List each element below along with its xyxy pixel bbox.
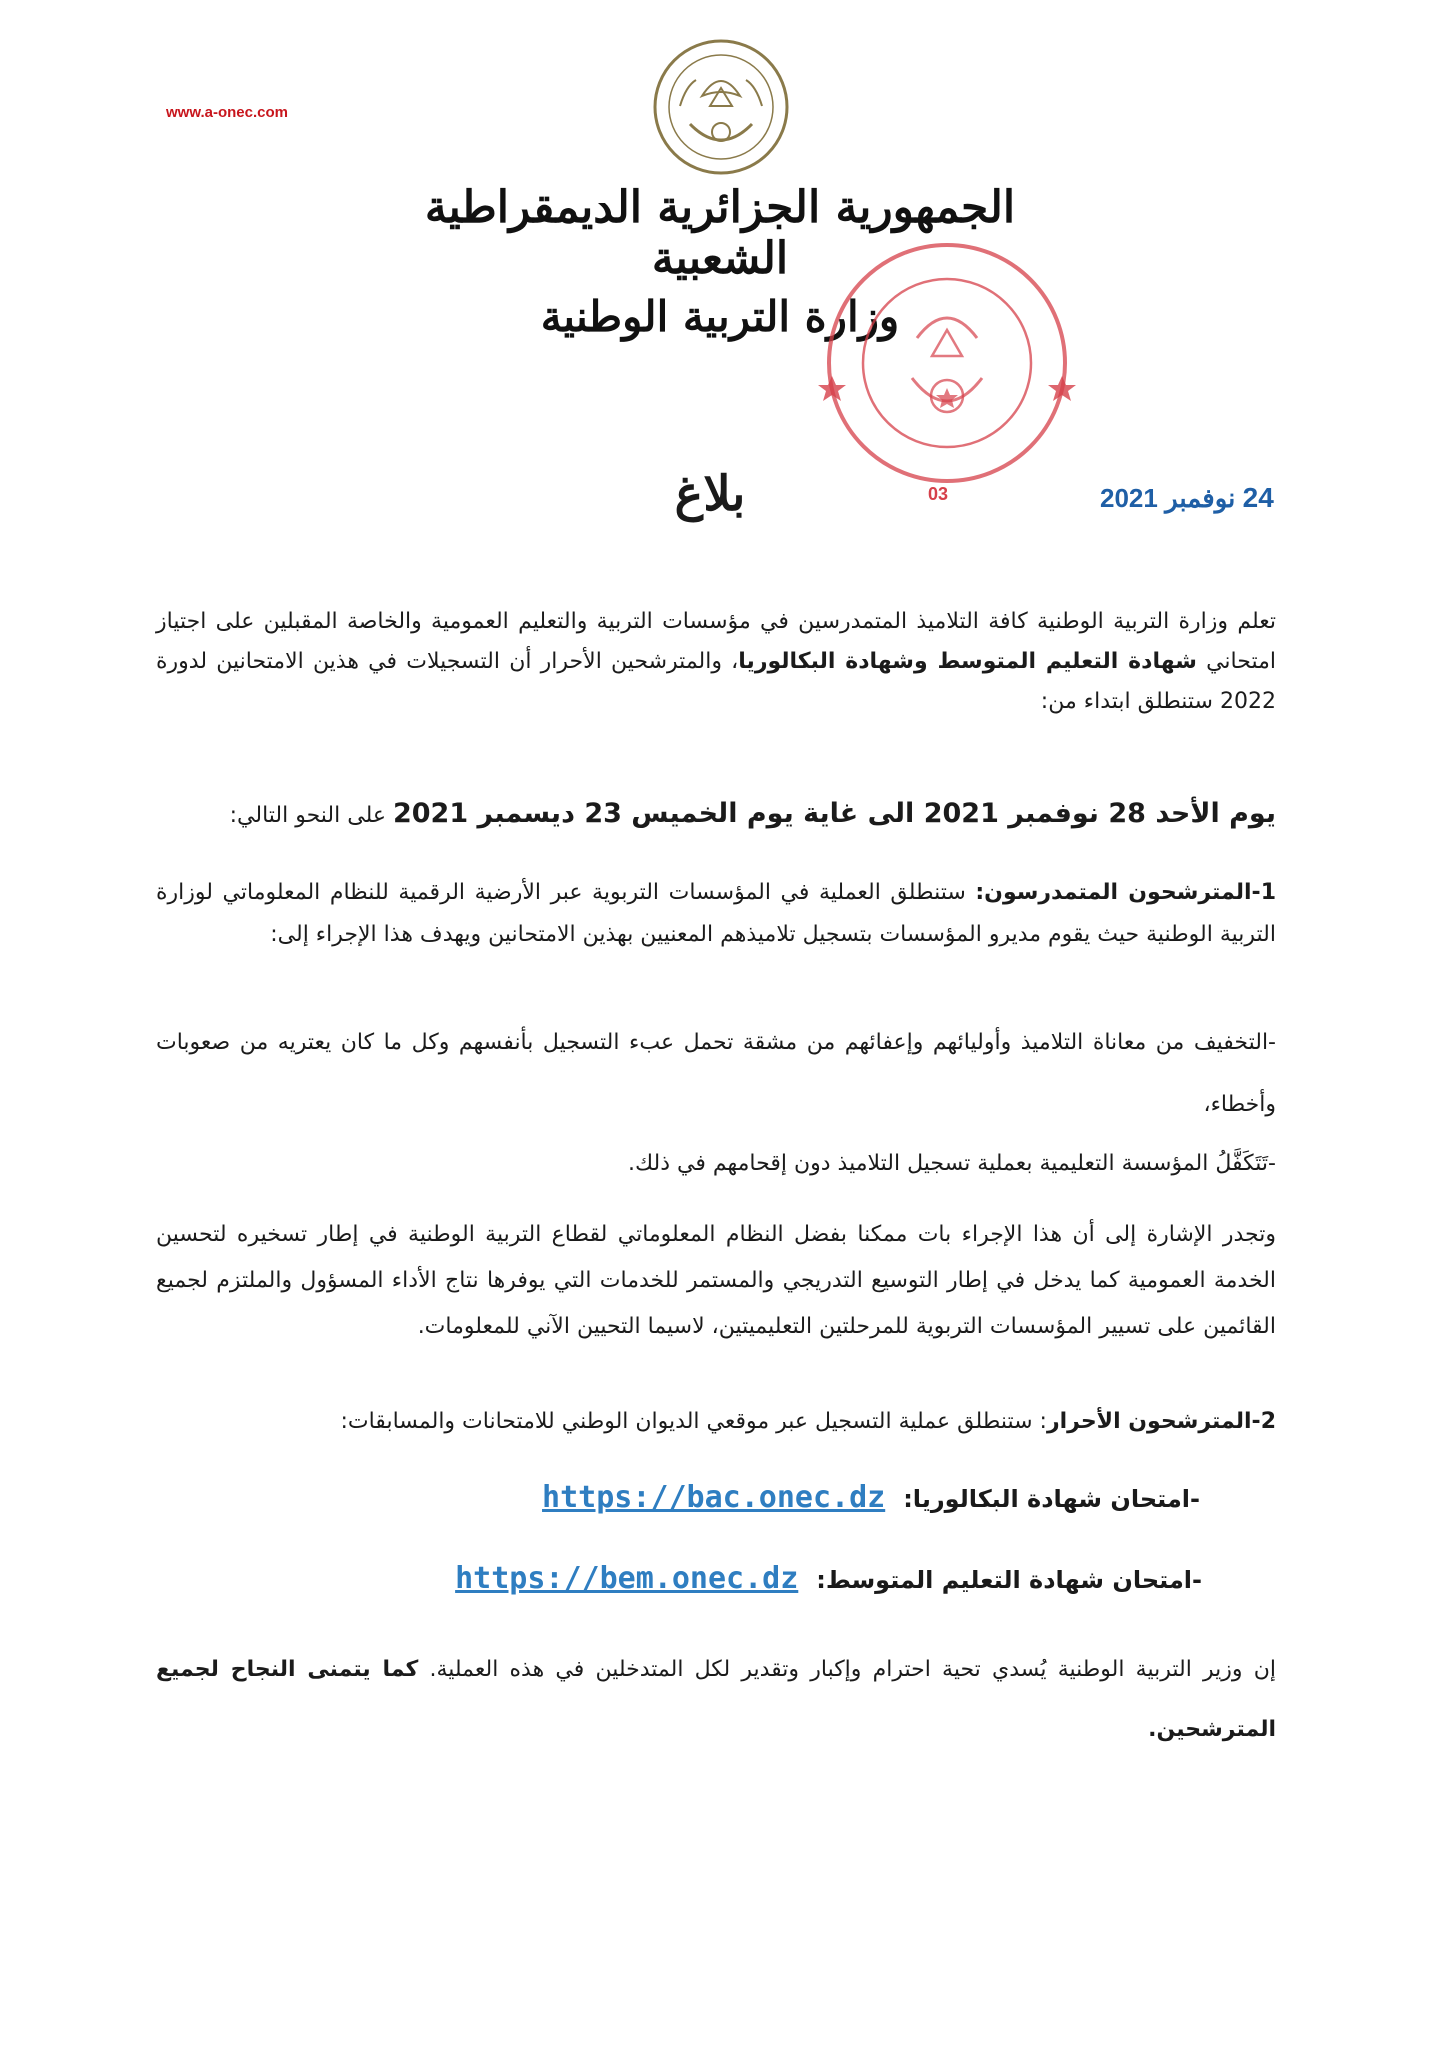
announcement-heading: بلاغ [674, 466, 746, 522]
date-day: 24 [1242, 482, 1274, 513]
date-year: 2021 [1100, 483, 1158, 513]
country-title: الجمهورية الجزائرية الديمقراطية الشعبية [424, 182, 1016, 284]
date-month: نوفمبر [1165, 483, 1236, 513]
registration-dates: يوم الأحد 28 نوفمبر 2021 الى غاية يوم الخميس 23 ديسمبر 2021 على النحو التالي: [229, 798, 1276, 829]
bem-exam-link[interactable]: https://bem.onec.dz [455, 1561, 799, 1596]
bem-exam-row [455, 1561, 1202, 1596]
bac-exam-label: -امتحان شهادة البكالوريا: [903, 1485, 1200, 1513]
section-2-free-candidates: 2-المترشحون الأحرار: ستنطلق عملية التسجيل عبر موقعي الديوان الوطني للامتحانات والمسابقات: [340, 1409, 1276, 1434]
bem-exam-label: -امتحان شهادة التعليم المتوسط: [816, 1566, 1202, 1594]
ministry-stamp [812, 228, 1082, 498]
section-1-enrolled-candidates: 1-المترشحون المتمدرسون: ستنطلق العملية في المؤسسات التربوية عبر الأرضية الرقمية للنظام المعلوماتي لوزارة التربية الوطنية حيث يقوم مديرو المؤسسات بتسجيل تلاميذهم المعنيين بهذين الامتحانين ويهدف هذا الإجراء إلى: [156, 880, 1276, 947]
national-emblem [650, 36, 792, 178]
closing-wish: كما يتمنى النجاح لجميع المترشحين. [156, 1657, 1276, 1742]
issue-date [1100, 482, 1274, 514]
bullet-ease-burden: -التخفيف من معاناة التلاميذ وأوليائهم وإعفائهم من مشقة تحمل عبء التسجيل بأنفسهم وكل ما كان يعتريه من صعوبات وأخطاء، [156, 1030, 1276, 1117]
bullet-school-handles: -تَتَكَفَّلُ المؤسسة التعليمية بعملية تسجيل التلاميذ دون إقحامهم في ذلك. [627, 1151, 1276, 1176]
note-paragraph: وتجدر الإشارة إلى أن هذا الإجراء بات ممكنا بفضل النظام المعلوماتي لقطاع التربية الوطنية في إطار تسخيره لتحسين الخدمة العمومية كما يدخل في إطار التوسيع التدريجي والمستمر للخدمات التي يوفرها نتاج الأداء المسؤول والملتزم لجميع القائمين على تسيير المؤسسات التربوية للمرحلتين التعليميتين، لاسيما التحيين الآني للمعلومات. [156, 1222, 1276, 1339]
stamp-number: 03 [928, 484, 949, 504]
section-2-label: 2-المترشحون الأحرار [1046, 1409, 1276, 1434]
exams-names: شهادة التعليم المتوسط وشهادة البكالوريا [738, 649, 1197, 674]
ministry-title: وزارة التربية الوطنية [540, 292, 900, 341]
bac-exam-link[interactable]: https://bac.onec.dz [542, 1480, 886, 1515]
intro-paragraph: تعلم وزارة التربية الوطنية كافة التلاميذ المتمدرسين في مؤسسات التربية والتعليم العمومية والخاصة المقبلين على اجتياز امتحاني شهادة التعليم المتوسط وشهادة البكالوريا، والمترشحين الأحرار أن التسجيلات في هذين الامتحانين لدورة 2022 ستنطلق ابتداء من: [156, 609, 1276, 714]
closing-paragraph: إن وزير التربية الوطنية يُسدي تحية احترام وإكبار وتقدير لكل المتدخلين في هذه العملية. كما يتمنى النجاح لجميع المترشحين. [156, 1657, 1277, 1742]
website-watermark: www.a-onec.com [166, 104, 288, 121]
bac-exam-row [542, 1480, 1200, 1515]
section-1-label: 1-المترشحون المتمدرسون: [975, 880, 1276, 905]
